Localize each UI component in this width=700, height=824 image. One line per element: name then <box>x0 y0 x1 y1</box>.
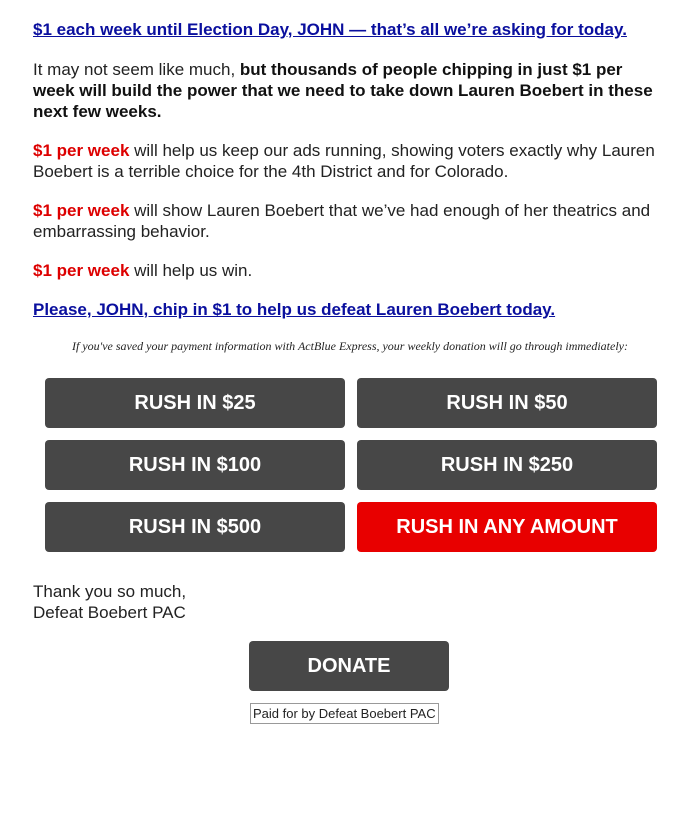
win-paragraph <box>33 260 668 281</box>
signoff-thanks: Thank you so much, <box>33 582 187 601</box>
actblue-note: If you've saved your payment information with ActBlue Express, your weekly donation will go through immediately: <box>71 339 628 353</box>
intro-text: It may not seem like much, <box>33 60 240 79</box>
theatrics-paragraph <box>33 200 668 242</box>
ads-paragraph <box>33 140 668 182</box>
cta-link[interactable]: Please, JOHN, chip in $1 to help us defeat Lauren Boebert today. <box>33 300 556 319</box>
rush-in-500-button[interactable]: RUSH IN $500 <box>45 502 345 552</box>
signoff <box>33 581 186 623</box>
rush-in-any-amount-button[interactable]: RUSH IN ANY AMOUNT <box>357 502 657 552</box>
ads-red-text: $1 per week <box>33 141 130 160</box>
rush-in-100-button[interactable]: RUSH IN $100 <box>45 440 345 490</box>
headline-link[interactable]: $1 each week until Election Day, JOHN — that’s all we’re asking for today. <box>33 20 627 39</box>
rush-in-25-button[interactable]: RUSH IN $25 <box>45 378 345 428</box>
ads-text: will help us keep our ads running, showing voters exactly why Lauren Boebert is a terrible choice for the 4th District and for Colorado. <box>33 141 655 181</box>
intro-paragraph <box>33 59 668 122</box>
signoff-sender: Defeat Boebert PAC <box>33 603 186 622</box>
rush-in-50-button[interactable]: RUSH IN $50 <box>357 378 657 428</box>
paid-for-disclaimer: Paid for by Defeat Boebert PAC <box>250 703 439 724</box>
donate-button[interactable]: DONATE <box>249 641 449 691</box>
theatrics-red-text: $1 per week <box>33 201 130 220</box>
headline-paragraph <box>33 19 668 40</box>
win-text: will help us win. <box>129 261 253 280</box>
intro-bold-text: but thousands of people chipping in just $1 per week will build the power that we need to take down Lauren Boebert in these next few weeks. <box>33 60 653 121</box>
theatrics-text: will show Lauren Boebert that we’ve had enough of her theatrics and embarrassing behavior. <box>33 201 651 241</box>
cta-paragraph <box>33 299 668 320</box>
rush-in-250-button[interactable]: RUSH IN $250 <box>357 440 657 490</box>
win-red-text: $1 per week <box>33 261 130 280</box>
